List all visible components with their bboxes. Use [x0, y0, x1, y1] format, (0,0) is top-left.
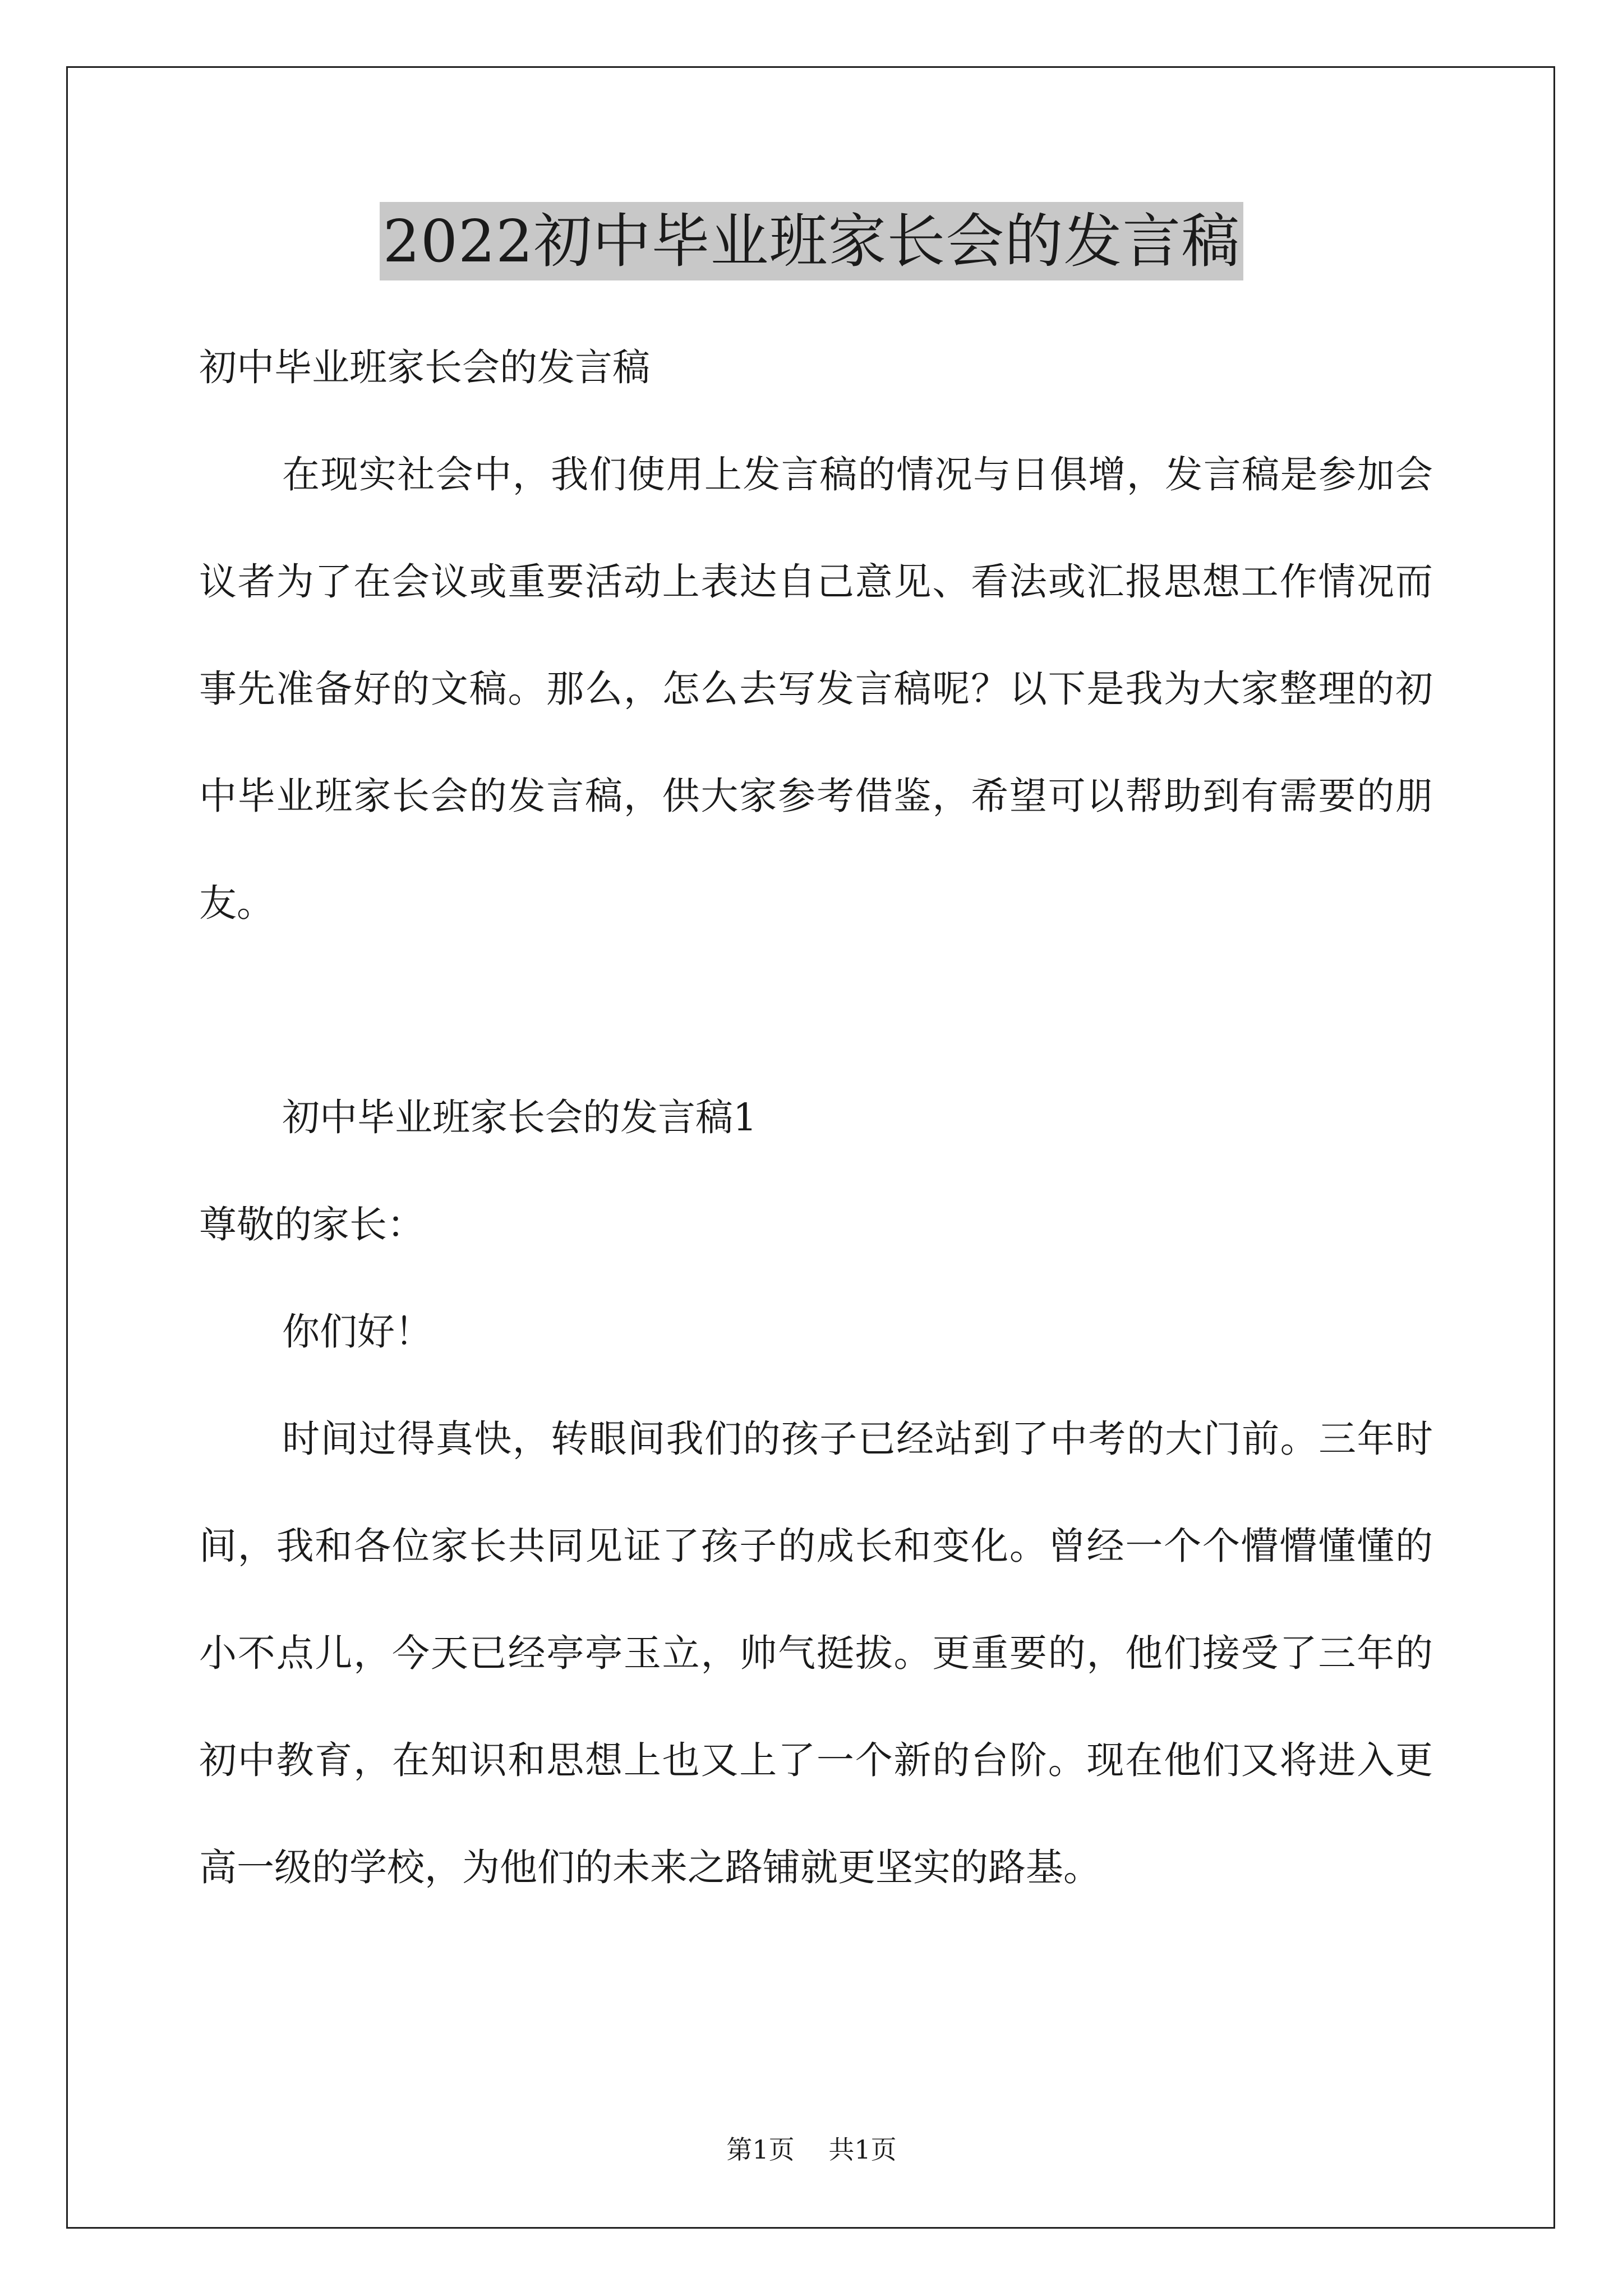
body-paragraph: 时间过得真快，转眼间我们的孩子已经站到了中考的大门前。三年时间，我和各位家长共同见证了孩子的成长和变化。曾经一个个懵懵懂懂的小不点儿，今天已经亭亭玉立，帅气挺拔。更重要的，他们接受了三年的初中教育，在知识和思想上也又上了一个新的台阶。现在他们又将进入更高一级的学校，为他们的未来之路铺就更坚实的路基。	[199, 1417, 1433, 1889]
salutation: 尊敬的家长：	[199, 1203, 425, 1246]
document-title: 2022初中毕业班家长会的发言稿	[380, 202, 1244, 280]
blank-line	[199, 957, 1433, 1064]
section-heading: 初中毕业班家长会的发言稿1	[282, 1096, 757, 1139]
page-total: 共1页	[828, 2134, 897, 2165]
greeting: 你们好！	[282, 1310, 432, 1354]
document-body	[199, 314, 1433, 1921]
page-number: 第1页	[726, 2134, 795, 2165]
intro-paragraph: 在现实社会中，我们使用上发言稿的情况与日俱增，发言稿是参加会议者为了在会议或重要活动上表达自己意见、看法或汇报思想工作情况而事先准备好的文稿。那么，怎么去写发言稿呢？以下是我为大家整理的初中毕业班家长会的发言稿，供大家参考借鉴，希望可以帮助到有需要的朋友。	[199, 453, 1433, 925]
title-container	[0, 202, 1623, 280]
subtitle-paragraph: 初中毕业班家长会的发言稿	[199, 346, 650, 389]
page-footer	[0, 2133, 1623, 2166]
